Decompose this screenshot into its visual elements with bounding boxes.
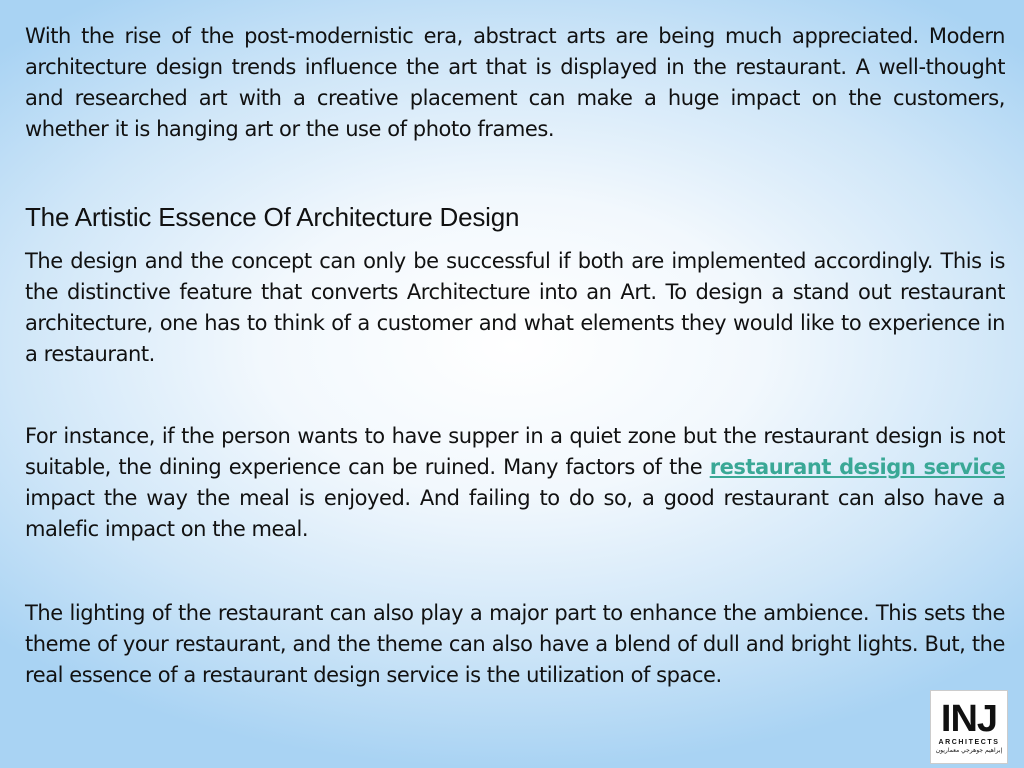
paragraph-text-before-link: For instance, if the person wants to have supper in a quiet zone but the restaurant design is not suitable, the dining experience can be ruined. Many factors of the bbox=[25, 424, 1005, 479]
section-heading: The Artistic Essence Of Architecture Design bbox=[25, 202, 520, 232]
inj-architects-logo bbox=[930, 690, 1008, 764]
dining-experience-paragraph bbox=[25, 421, 1005, 545]
paragraph-text-after-link: impact the way the meal is enjoyed. And failing to do so, a good restaurant can also have a malefic impact on the meal. bbox=[25, 486, 1005, 541]
logo-subtitle: ARCHITECTS bbox=[938, 738, 1000, 746]
restaurant-design-service-link[interactable]: restaurant design service bbox=[709, 455, 1005, 479]
design-concept-paragraph: The design and the concept can only be successful if both are implemented accordingly. This is the distinctive feature that converts Architecture into an Art. To design a stand out restaurant architecture, one has to think of a customer and what elements they would like to experience in a restaurant. bbox=[25, 249, 1005, 366]
lighting-paragraph: The lighting of the restaurant can also play a major part to enhance the ambience. This sets the theme of your restaurant, and the theme can also have a blend of dull and bright lights. But, the real essence of a restaurant design service is the utilization of space. bbox=[25, 601, 1005, 687]
intro-paragraph: With the rise of the post-modernistic era, abstract arts are being much appreciated. Modern architecture design trends influence the art that is displayed in the restaurant. A well-thought and researched art with a creative placement can make a huge impact on the customers, whether it is hanging art or the use of photo frames. bbox=[25, 24, 1005, 141]
logo-arabic-text: إبراهيم جوهرجي معماريون bbox=[935, 746, 1003, 754]
logo-mark: INJ bbox=[940, 697, 998, 740]
